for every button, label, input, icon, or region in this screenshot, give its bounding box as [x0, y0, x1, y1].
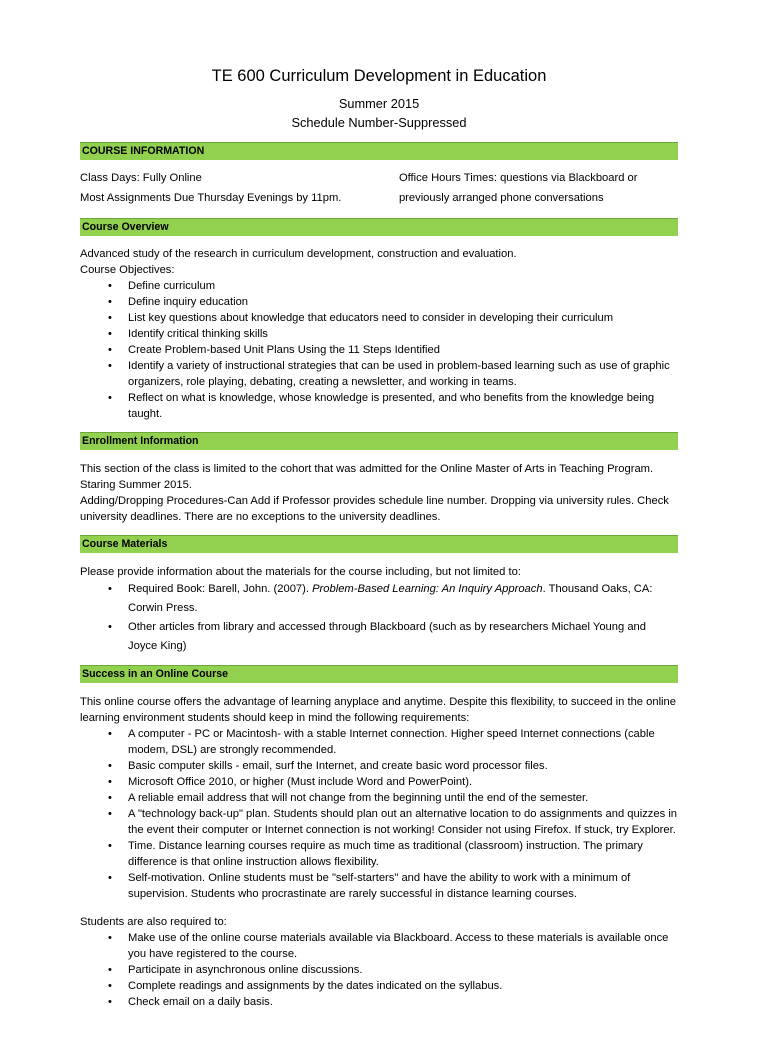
list-item: • Create Problem-based Unit Plans Using the 11 Steps Identified [80, 342, 678, 358]
enrollment-paragraph: This section of the class is limited to the cohort that was admitted for the Online Master of Arts in Teaching Program. Staring Summer 2015. [80, 463, 654, 491]
list-item: • Reflect on what is knowledge, whose knowledge is presented, and who benefits from the knowledge being taught. [80, 390, 678, 422]
section-heading-online-success: Success in an Online Course [80, 665, 678, 683]
materials-list [80, 580, 678, 656]
schedule-number: Schedule Number-Suppressed [291, 115, 467, 130]
list-item: • Check email on a daily basis. [80, 994, 678, 1010]
course-description: Advanced study of the research in curriculum development, construction and evaluation. [80, 248, 517, 260]
list-item: • Identify critical thinking skills [80, 326, 678, 342]
objectives-list [80, 278, 678, 422]
other-articles: • Other articles from library and accessed through Blackboard (such as by researchers Michael Young and Joyce King) [80, 618, 678, 656]
list-item: • Participate in asynchronous online discussions. [80, 962, 678, 978]
list-item: • Microsoft Office 2010, or higher (Must include Word and PowerPoint). [80, 774, 678, 790]
list-item: • Make use of the online course materials available via Blackboard. Access to these materials is available once you have registered to the course. [80, 930, 678, 962]
materials-intro: Please provide information about the materials for the course including, but not limited to: [80, 566, 521, 578]
required-book: • Required Book: Barell, John. (2007). Problem-Based Learning: An Inquiry Approach. Thousand Oaks, CA: Corwin Press. [80, 580, 678, 618]
also-required-label: Students are also required to: [80, 916, 227, 928]
course-term: Summer 2015 [338, 96, 420, 111]
add-drop-paragraph: Adding/Dropping Procedures-Can Add if Professor provides schedule line number. Dropping via university rules. Check university deadlines. There are no exceptions to the university deadlines. [80, 495, 669, 523]
assignments-due: Most Assignments Due Thursday Evenings by 11pm. [80, 192, 342, 204]
office-hours: Office Hours Times: questions via Blackboard or previously arranged phone conversations [398, 172, 638, 204]
requirements-list [80, 726, 678, 902]
online-success-body [80, 694, 678, 1010]
book-title: Problem-Based Learning: An Inquiry Approach [312, 583, 543, 595]
list-item: • Self-motivation. Online students must be "self-starters" and have the ability to work with a minimum of supervision. Students who procrastinate are rarely successful in distance learning courses. [80, 870, 678, 902]
course-overview-body [80, 246, 678, 422]
materials-body [80, 564, 678, 656]
list-item: • Complete readings and assignments by the dates indicated on the syllabus. [80, 978, 678, 994]
section-heading-course-information: COURSE INFORMATION [80, 142, 678, 160]
course-information-left [80, 168, 399, 208]
section-heading-course-overview: Course Overview [80, 218, 678, 236]
list-item: • Define inquiry education [80, 294, 678, 310]
course-title: TE 600 Curriculum Development in Education [211, 67, 547, 85]
syllabus-page [0, 66, 768, 1060]
list-item: • Basic computer skills - email, surf the Internet, and create basic word processor files. [80, 758, 678, 774]
list-item: • List key questions about knowledge that educators need to consider in developing their curriculum [80, 310, 678, 326]
class-days: Class Days: Fully Online [80, 172, 202, 184]
objectives-label: Course Objectives: [80, 264, 175, 276]
enrollment-body [80, 461, 678, 525]
list-item: • A computer - PC or Macintosh- with a stable Internet connection. Higher speed Internet connections (cable modem, DSL) are strongly recommended. [80, 726, 678, 758]
section-heading-enrollment: Enrollment Information [80, 432, 678, 450]
list-item: • A reliable email address that will not change from the beginning until the end of the semester. [80, 790, 678, 806]
section-heading-course-materials: Course Materials [80, 535, 678, 553]
list-item: • A "technology back-up" plan. Students should plan out an alternative location to do assignments and quizzes in the event their computer or Internet connection is not working! Consider not using Firefox. If stuck, try Explorer. [80, 806, 678, 838]
list-item: • Define curriculum [80, 278, 678, 294]
online-success-intro: This online course offers the advantage of learning anyplace and anytime. Despite this flexibility, to succeed in the online learning environment students should keep in mind the following requirements: [80, 696, 676, 724]
course-information-body [80, 168, 678, 208]
also-required-list [80, 930, 678, 1010]
list-item: • Time. Distance learning courses require as much time as traditional (classroom) instruction. The primary difference is that online instruction allows flexibility. [80, 838, 678, 870]
list-item: • Identify a variety of instructional strategies that can be used in problem-based learning such as use of graphic organizers, role playing, debating, creating a newsletter, and working in teams. [80, 358, 678, 390]
